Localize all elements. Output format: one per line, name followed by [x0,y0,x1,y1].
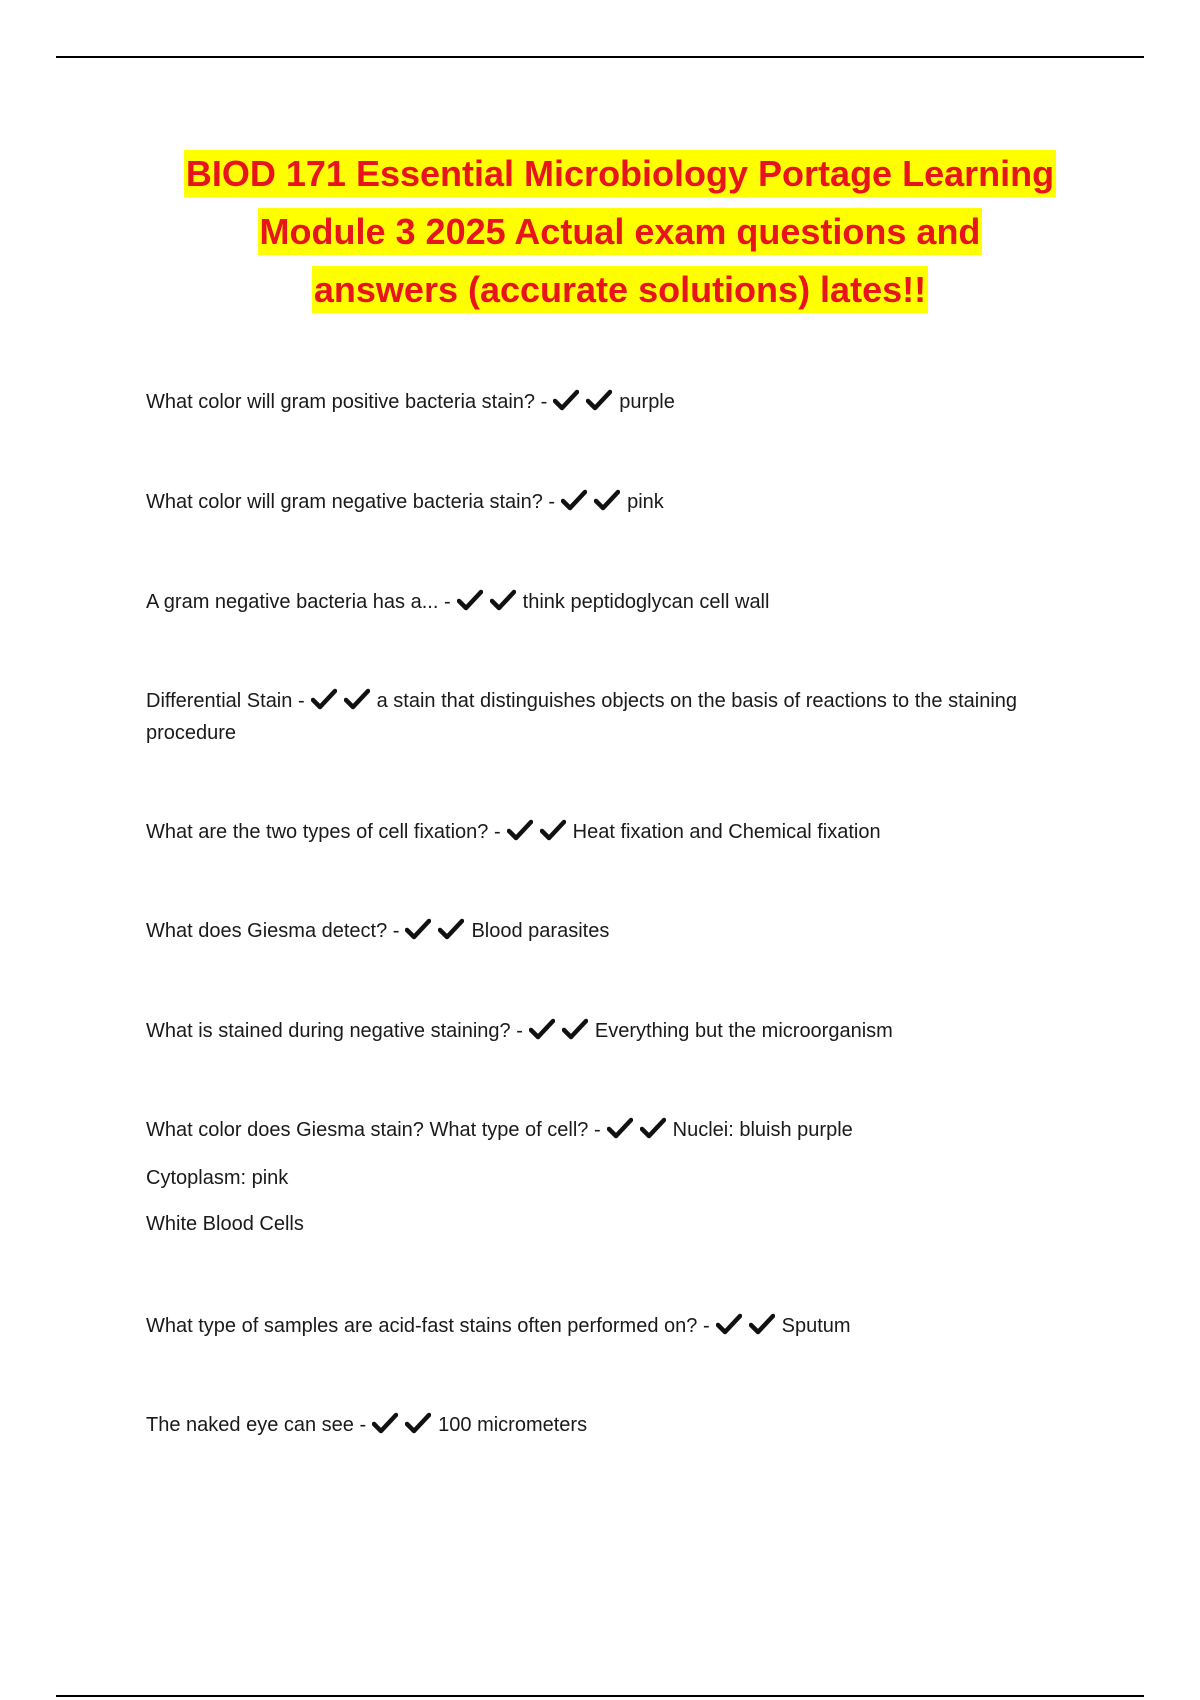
check-mark-icon [438,918,464,940]
answer-extra-line: White Blood Cells [146,1213,304,1235]
check-mark-icon [405,1412,431,1434]
check-pair [529,1015,595,1047]
check-mark-icon [372,1412,398,1434]
check-mark-icon [562,1018,588,1040]
check-mark-icon [594,489,620,511]
separator: - [493,821,501,843]
separator: - [443,591,451,613]
answer-text: pink [627,491,664,513]
check-pair [311,685,377,717]
check-pair [553,386,619,418]
check-pair [561,486,627,518]
check-mark-icon [490,589,516,611]
qa-item [146,685,1066,749]
qa-item [146,915,1066,947]
separator: - [593,1119,601,1141]
qa-item [146,386,1066,418]
answer-text: 100 micrometers [438,1414,588,1436]
title-line-2: Module 3 2025 Actual exam questions and [258,208,983,255]
answer-text: Everything but the microorganism [594,1020,893,1042]
question-text: The naked eye can see [146,1414,354,1436]
title-line-3: answers (accurate solutions) lates!! [312,266,928,313]
bottom-rule [56,1695,1144,1697]
answer-text: Blood parasites [471,920,610,942]
top-rule [56,56,1144,58]
check-mark-icon [607,1117,633,1139]
separator: - [392,920,400,942]
answer-extra-line: Cytoplasm: pink [146,1167,289,1189]
qa-item [146,1015,1066,1047]
check-pair [372,1409,438,1441]
qa-item [146,1114,1066,1240]
answer-text: purple [619,391,675,413]
qa-item [146,1310,1066,1342]
separator: - [548,491,556,513]
qa-item [146,486,1066,518]
answer-text: a stain that distinguishes objects on the basis of reactions to the staining procedure [146,690,1018,744]
separator: - [359,1414,367,1436]
check-mark-icon [405,918,431,940]
check-mark-icon [344,688,370,710]
question-text: What does Giesma detect? [146,920,388,942]
check-mark-icon [586,389,612,411]
check-pair [607,1114,673,1146]
check-mark-icon [749,1313,775,1335]
check-pair [716,1310,782,1342]
separator: - [702,1315,710,1337]
question-text: What color does Giesma stain? What type of cell? [146,1119,589,1141]
question-text: What are the two types of cell fixation? [146,821,489,843]
check-mark-icon [561,489,587,511]
answer-text: Sputum [781,1315,851,1337]
qa-item [146,586,1066,618]
check-pair [457,586,523,618]
answer-text: Nuclei: bluish purple [672,1119,853,1141]
check-mark-icon [507,819,533,841]
check-mark-icon [716,1313,742,1335]
title-line-1: BIOD 171 Essential Microbiology Portage Learning [184,150,1056,197]
document-title [120,145,1120,319]
separator: - [297,690,305,712]
question-text: What is stained during negative staining? [146,1020,511,1042]
question-text: What color will gram negative bacteria stain? [146,491,543,513]
answer-text: Heat fixation and Chemical fixation [572,821,881,843]
qa-item [146,1409,1066,1441]
qa-item [146,816,1066,848]
check-mark-icon [529,1018,555,1040]
check-mark-icon [457,589,483,611]
check-mark-icon [640,1117,666,1139]
question-text: Differential Stain [146,690,293,712]
check-pair [405,915,471,947]
check-mark-icon [311,688,337,710]
check-pair [507,816,573,848]
check-mark-icon [553,389,579,411]
separator: - [516,1020,523,1042]
check-mark-icon [540,819,566,841]
question-text: What type of samples are acid-fast stains often performed on? [146,1315,698,1337]
answer-text: think peptidoglycan cell wall [522,591,770,613]
question-text: What color will gram positive bacteria stain? [146,391,536,413]
separator: - [540,391,548,413]
question-text: A gram negative bacteria has a... [146,591,439,613]
